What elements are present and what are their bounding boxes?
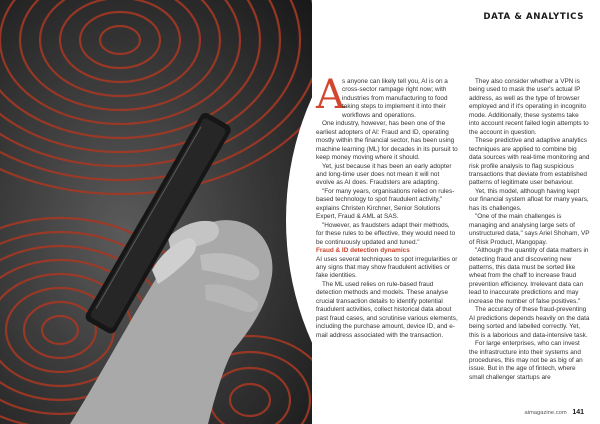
paragraph: Yet, this model, although having kept our financial system afloat for many years, has its challenges. <box>469 187 589 212</box>
paragraph: "For many years, organisations relied on rules-based technology to spot fraudulent activity," explains Christen Kirchner, Senior Solutions Expert, Fraud & AML at SAS. <box>316 187 455 221</box>
page-number: 141 <box>572 409 584 416</box>
paragraph: These predictive and adaptive analytics techniques are applied to combine big data sources with real-time monitoring and risk profile analysis to flag suspicious transactions that deviate from established patterns of legitimate user behaviour. <box>469 137 590 187</box>
paragraph: For large enterprises, who can invest the infrastructure into their systems and procedures, this may not be as big of an issue. But in the age of fintech, where small challenger startups are <box>469 340 583 381</box>
paragraph: One industry, however, has been one of the earliest adopters of AI: Fraud and ID, operating mostly within the financial sector, has been using machine learning (ML) for decades in its pursuit to keep money moving where it should. <box>316 120 458 162</box>
paragraph: "One of the main challenges is managing and analysing large sets of unstructured data," says Ariel Shoham, VP of Risk Product, Mangopay. <box>469 213 590 246</box>
article-column-1 <box>316 72 458 340</box>
paragraph: "However, as fraudsters adapt their methods, for these rules to be effective, they would need to be continuously updated and tuned." <box>316 221 456 246</box>
drop-cap: A <box>316 72 345 118</box>
article-column-2 <box>469 78 590 382</box>
paragraph: The ML used relies on rule-based fraud detection methods and models. These analyse crucial transaction details to identify potential fraudulent activities, collect historical data about past fraud cases, and scrutinise various elements, including the purchase amount, device ID, and e-mail address associated with the transaction. <box>316 280 458 339</box>
paragraph: They also consider whether a VPN is being used to mask the user's actual IP address, as well as the type of browser employed and if it's operating in incognito mode. Additionally, these systems take into account recent failed login attempts to the account in question. <box>469 78 589 136</box>
paragraph: Yet, just because it has been an early adopter and long-time user does not mean it will not evolve as AI does. Fraudsters are adapting. <box>316 162 452 187</box>
paragraph: The accuracy of these fraud-preventing AI predictions depends heavily on the data being sorted and labelled correctly. Yet, this is a laborious and data-intensive task. <box>469 306 590 339</box>
site-url: aimagazine.com <box>524 410 567 416</box>
paragraph: s anyone can likely tell you, AI is on a cross-sector rampage right now; with industries from manufacturing to food taking steps to implement it into their workflows and operations. <box>342 78 448 119</box>
section-header: DATA & ANALYTICS <box>483 12 584 22</box>
paragraph: AI uses several techniques to spot irregularities or any signs that may show fraudulent activities or fake identities. <box>316 255 458 280</box>
paragraph: "Although the quantity of data matters in detecting fraud and discovering new patterns, this data must be sorted like wheat from the chaff to increase fraud prevention efficiency. Irrelevant data can lead to inaccurate predictions and may increase the number of false positives." <box>469 247 589 305</box>
page-footer <box>524 409 584 416</box>
subheading: Fraud & ID detection dynamics <box>316 247 410 255</box>
